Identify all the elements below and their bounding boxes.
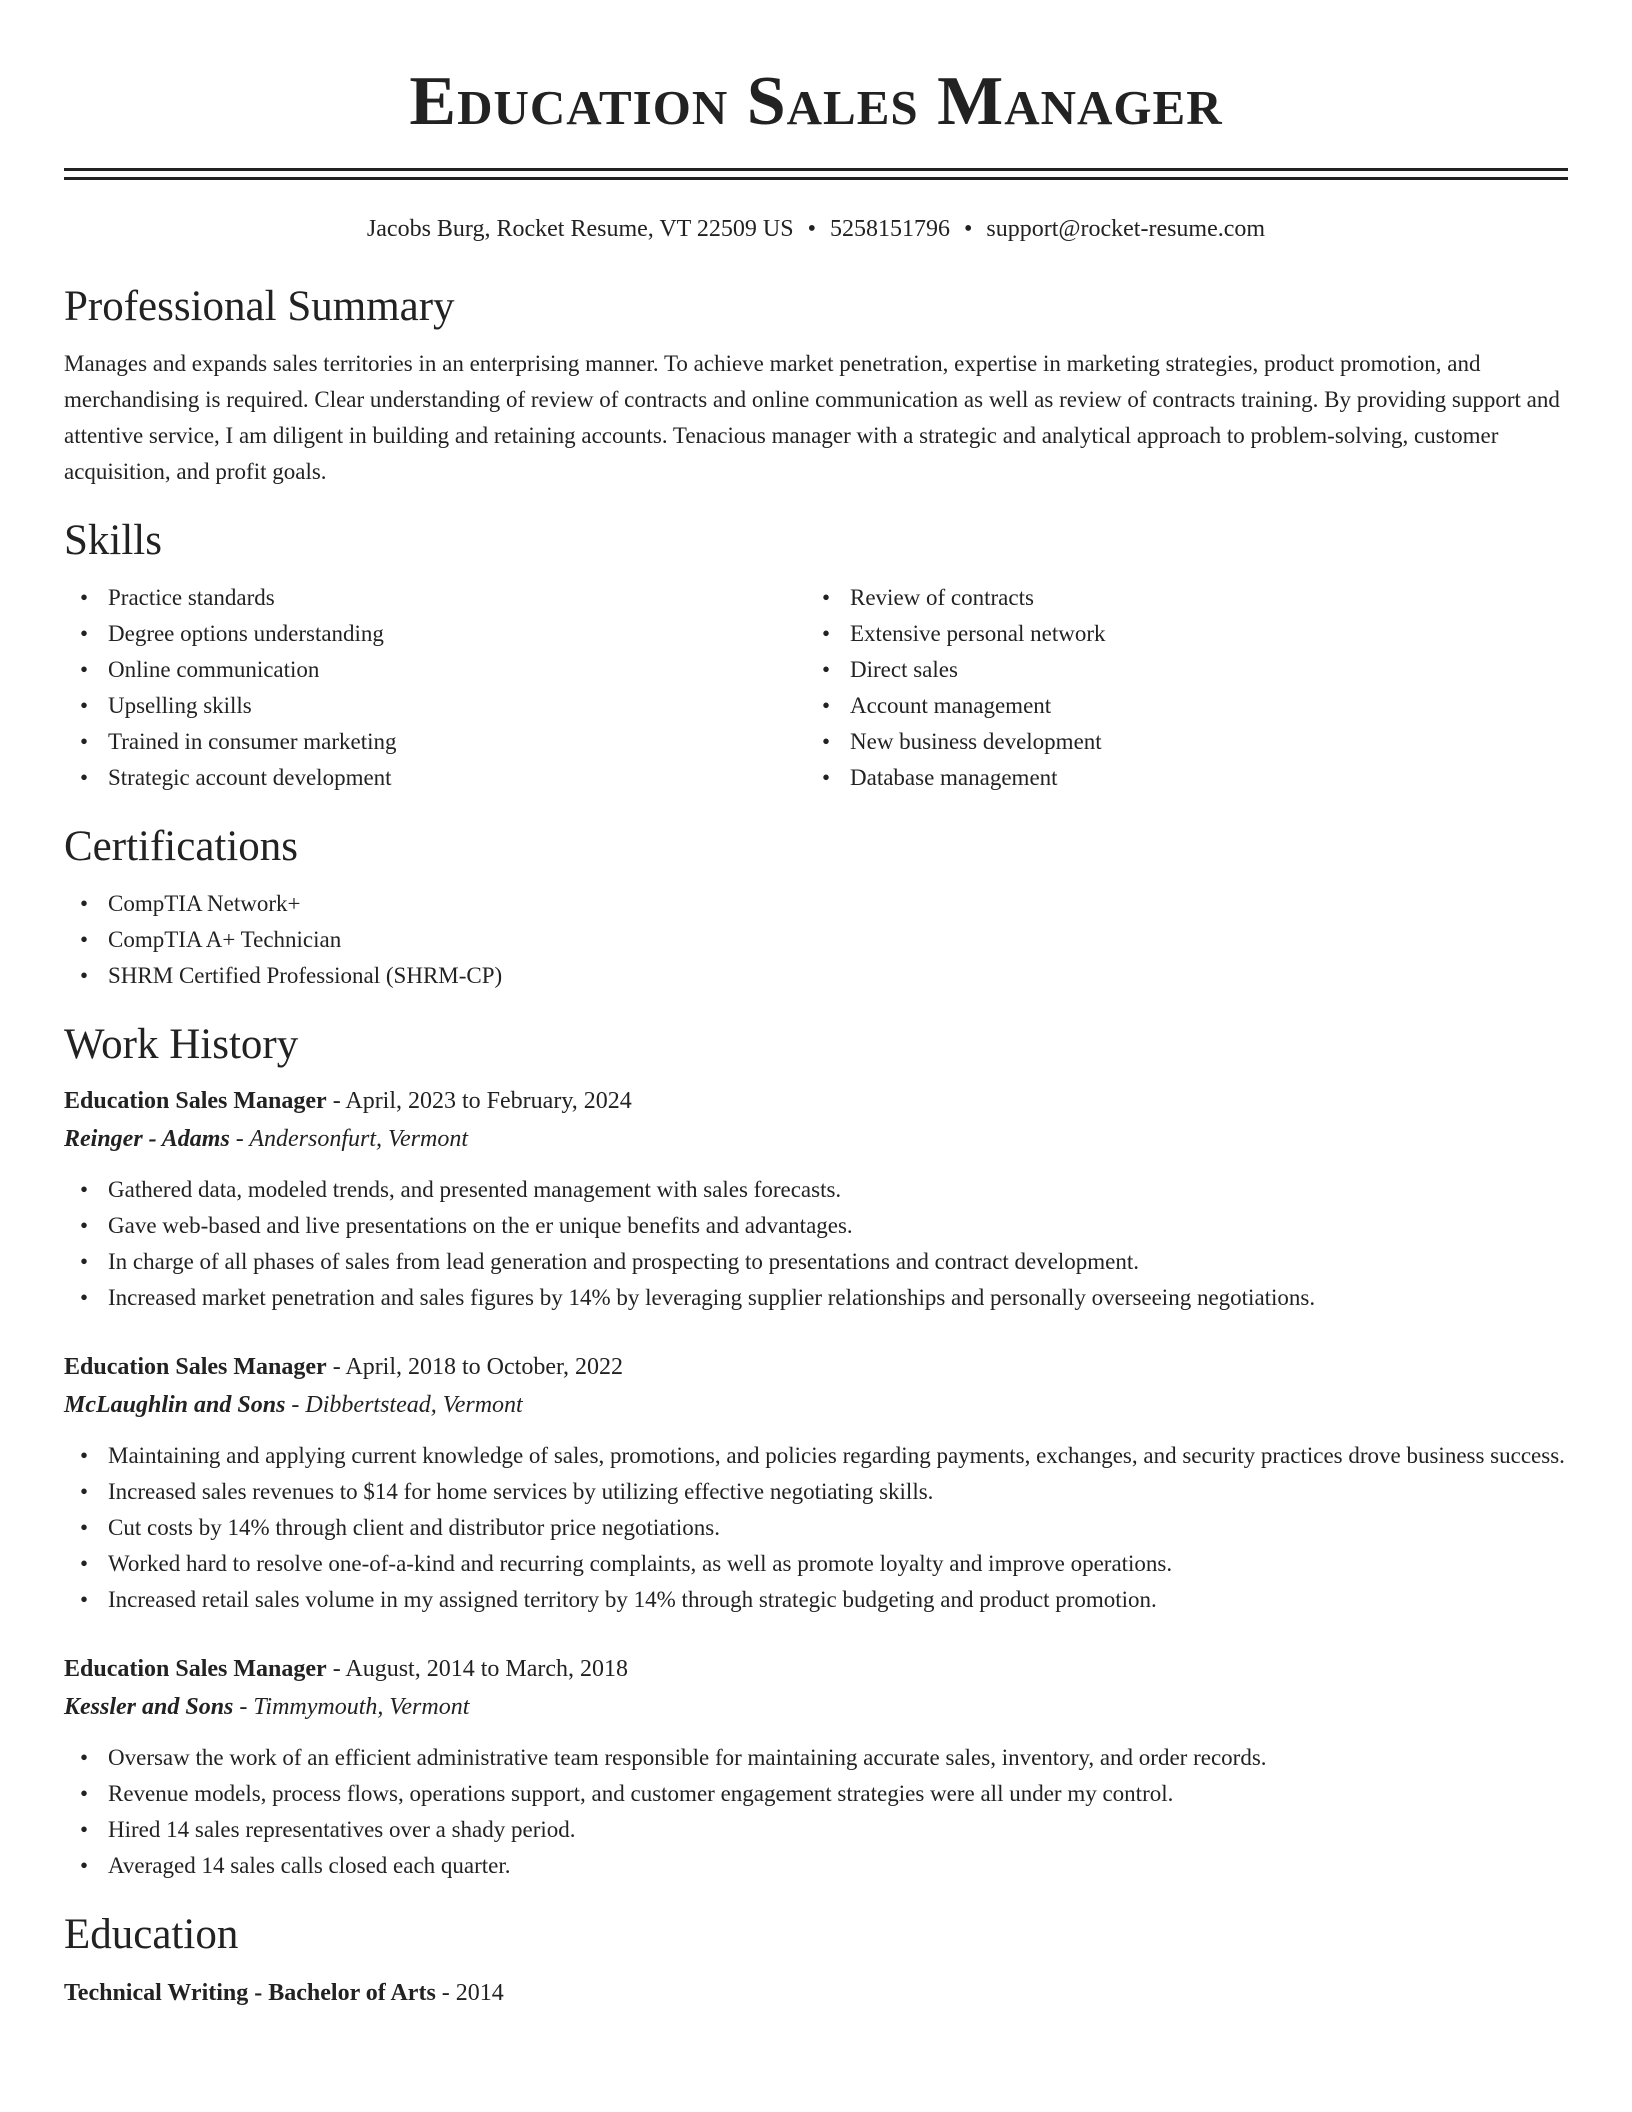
skills-section: [64, 516, 1568, 796]
job-bullet: • Worked hard to resolve one-of-a-kind and recurring complaints, as well as promote loyalty and improve operations.: [64, 1546, 1568, 1582]
job-title-line: [64, 1650, 1568, 1688]
bullet-icon: •: [80, 693, 89, 718]
bullet-icon: •: [80, 1551, 89, 1576]
page-title: Education Sales Manager: [409, 63, 1223, 140]
skill-item: • Upselling skills: [64, 688, 806, 724]
skill-item: • Degree options understanding: [64, 616, 806, 652]
certification-item: • SHRM Certified Professional (SHRM-CP): [64, 958, 1568, 994]
job-dates: - April, 2018 to October, 2022: [326, 1354, 624, 1380]
title-divider-bottom: [64, 177, 1568, 180]
contact-separator: •: [963, 216, 973, 242]
job-dates: - April, 2023 to February, 2024: [326, 1088, 632, 1114]
education-section: [64, 1910, 1568, 2012]
job-bullet: • Increased retail sales volume in my assigned territory by 14% through strategic budgeting and product promotion.: [64, 1582, 1568, 1618]
bullet-icon: •: [80, 621, 89, 646]
bullet-icon: •: [80, 1587, 89, 1612]
job-company: Reinger - Adams: [64, 1126, 230, 1152]
job-entry: [64, 1348, 1568, 1618]
bullet-icon: •: [80, 657, 89, 682]
summary-heading: Professional Summary: [64, 283, 455, 330]
job-bullet: • Cut costs by 14% through client and distributor price negotiations.: [64, 1510, 1568, 1546]
education-heading: Education: [64, 1911, 239, 1958]
bullet-icon: •: [80, 1177, 89, 1202]
job-bullet: • Gave web-based and live presentations on the er unique benefits and advantages.: [64, 1208, 1568, 1244]
contact-line: [64, 214, 1568, 244]
job-entry: [64, 1082, 1568, 1316]
title-divider-top: [64, 168, 1568, 171]
bullet-icon: •: [822, 657, 831, 682]
work-history-heading: Work History: [64, 1021, 299, 1068]
certifications-list: [64, 886, 1568, 994]
job-title-line: [64, 1082, 1568, 1120]
skills-list-left: [64, 580, 806, 796]
education-degree: Technical Writing - Bachelor of Arts: [64, 1980, 436, 2006]
job-company: Kessler and Sons: [64, 1694, 234, 1720]
bullet-icon: •: [80, 1515, 89, 1540]
education-year: - 2014: [435, 1980, 504, 2006]
job-company: McLaughlin and Sons: [64, 1392, 286, 1418]
skills-list-right: [806, 580, 1548, 796]
job-dates: - August, 2014 to March, 2018: [326, 1656, 628, 1682]
certification-item: • CompTIA Network+: [64, 886, 1568, 922]
skills-grid: [64, 580, 1568, 796]
contact-phone: 5258151796: [829, 216, 950, 242]
bullet-icon: •: [80, 1817, 89, 1842]
bullet-icon: •: [80, 1213, 89, 1238]
bullet-icon: •: [822, 693, 831, 718]
skill-item: • Database management: [806, 760, 1548, 796]
bullet-icon: •: [80, 963, 89, 988]
skill-item: • Trained in consumer marketing: [64, 724, 806, 760]
job-bullet: • Hired 14 sales representatives over a shady period.: [64, 1812, 1568, 1848]
bullet-icon: •: [80, 1781, 89, 1806]
job-bullets: [64, 1438, 1568, 1618]
skill-item: • Account management: [806, 688, 1548, 724]
summary-text: Manages and expands sales territories in an enterprising manner. To achieve market penetration, expertise in marketing strategies, product promotion, and merchandising is required. Clear understanding of review of contracts and online communication as well as review of contracts training. By providing support and attentive service, I am diligent in building and retaining accounts. Tenacious manager with a strategic and analytical approach to problem-solving, customer acquisition, and profit goals.: [64, 351, 1560, 484]
bullet-icon: •: [822, 585, 831, 610]
bullet-icon: •: [80, 1745, 89, 1770]
skill-item: • Online communication: [64, 652, 806, 688]
bullet-icon: •: [822, 765, 831, 790]
job-bullets: [64, 1172, 1568, 1316]
job-title-line: [64, 1348, 1568, 1386]
contact-separator: •: [807, 216, 816, 242]
skill-item: • Review of contracts: [806, 580, 1548, 616]
job-company-line: [64, 1386, 1568, 1424]
bullet-icon: •: [80, 927, 89, 952]
bullet-icon: •: [80, 1249, 89, 1274]
job-location: - Andersonfurt, Vermont: [229, 1126, 469, 1152]
bullet-icon: •: [80, 729, 89, 754]
job-location: - Timmymouth, Vermont: [233, 1694, 470, 1720]
job-role: Education Sales Manager: [64, 1656, 327, 1682]
job-location: - Dibbertstead, Vermont: [285, 1392, 523, 1418]
bullet-icon: •: [80, 1853, 89, 1878]
bullet-icon: •: [80, 1443, 89, 1468]
certifications-section: [64, 822, 1568, 994]
skill-item: • Practice standards: [64, 580, 806, 616]
work-history-section: [64, 1020, 1568, 1884]
job-bullet: • Maintaining and applying current knowledge of sales, promotions, and policies regarding payments, exchanges, and security practices drove business success.: [64, 1438, 1568, 1474]
contact-email: support@rocket-resume.com: [986, 216, 1266, 242]
certification-item: • CompTIA A+ Technician: [64, 922, 1568, 958]
bullet-icon: •: [822, 621, 831, 646]
job-bullets: [64, 1740, 1568, 1884]
job-bullet: • Revenue models, process flows, operations support, and customer engagement strategies were all under my control.: [64, 1776, 1568, 1812]
certifications-heading: Certifications: [64, 823, 299, 870]
resume-page: [64, 0, 1568, 2012]
job-company-line: [64, 1120, 1568, 1158]
bullet-icon: •: [80, 1285, 89, 1310]
job-entry: [64, 1650, 1568, 1884]
skills-heading: Skills: [64, 517, 162, 564]
contact-address: Jacobs Burg, Rocket Resume, VT 22509 US: [366, 216, 794, 242]
job-bullet: • In charge of all phases of sales from lead generation and prospecting to presentations and contract development.: [64, 1244, 1568, 1280]
bullet-icon: •: [80, 891, 89, 916]
summary-section: [64, 282, 1568, 490]
job-bullet: • Increased market penetration and sales figures by 14% by leveraging supplier relationships and personally overseeing negotiations.: [64, 1280, 1568, 1316]
job-bullet: • Averaged 14 sales calls closed each quarter.: [64, 1848, 1568, 1884]
job-bullet: • Oversaw the work of an efficient administrative team responsible for maintaining accurate sales, inventory, and order records.: [64, 1740, 1568, 1776]
job-company-line: [64, 1688, 1568, 1726]
job-role: Education Sales Manager: [64, 1354, 327, 1380]
skill-item: • New business development: [806, 724, 1548, 760]
skill-item: • Strategic account development: [64, 760, 806, 796]
job-role: Education Sales Manager: [64, 1088, 327, 1114]
bullet-icon: •: [80, 765, 89, 790]
education-entry: [64, 1974, 1568, 2012]
bullet-icon: •: [822, 729, 831, 754]
skill-item: • Direct sales: [806, 652, 1548, 688]
skill-item: • Extensive personal network: [806, 616, 1548, 652]
bullet-icon: •: [80, 1479, 89, 1504]
job-bullet: • Increased sales revenues to $14 for home services by utilizing effective negotiating skills.: [64, 1474, 1568, 1510]
bullet-icon: •: [80, 585, 89, 610]
job-bullet: • Gathered data, modeled trends, and presented management with sales forecasts.: [64, 1172, 1568, 1208]
